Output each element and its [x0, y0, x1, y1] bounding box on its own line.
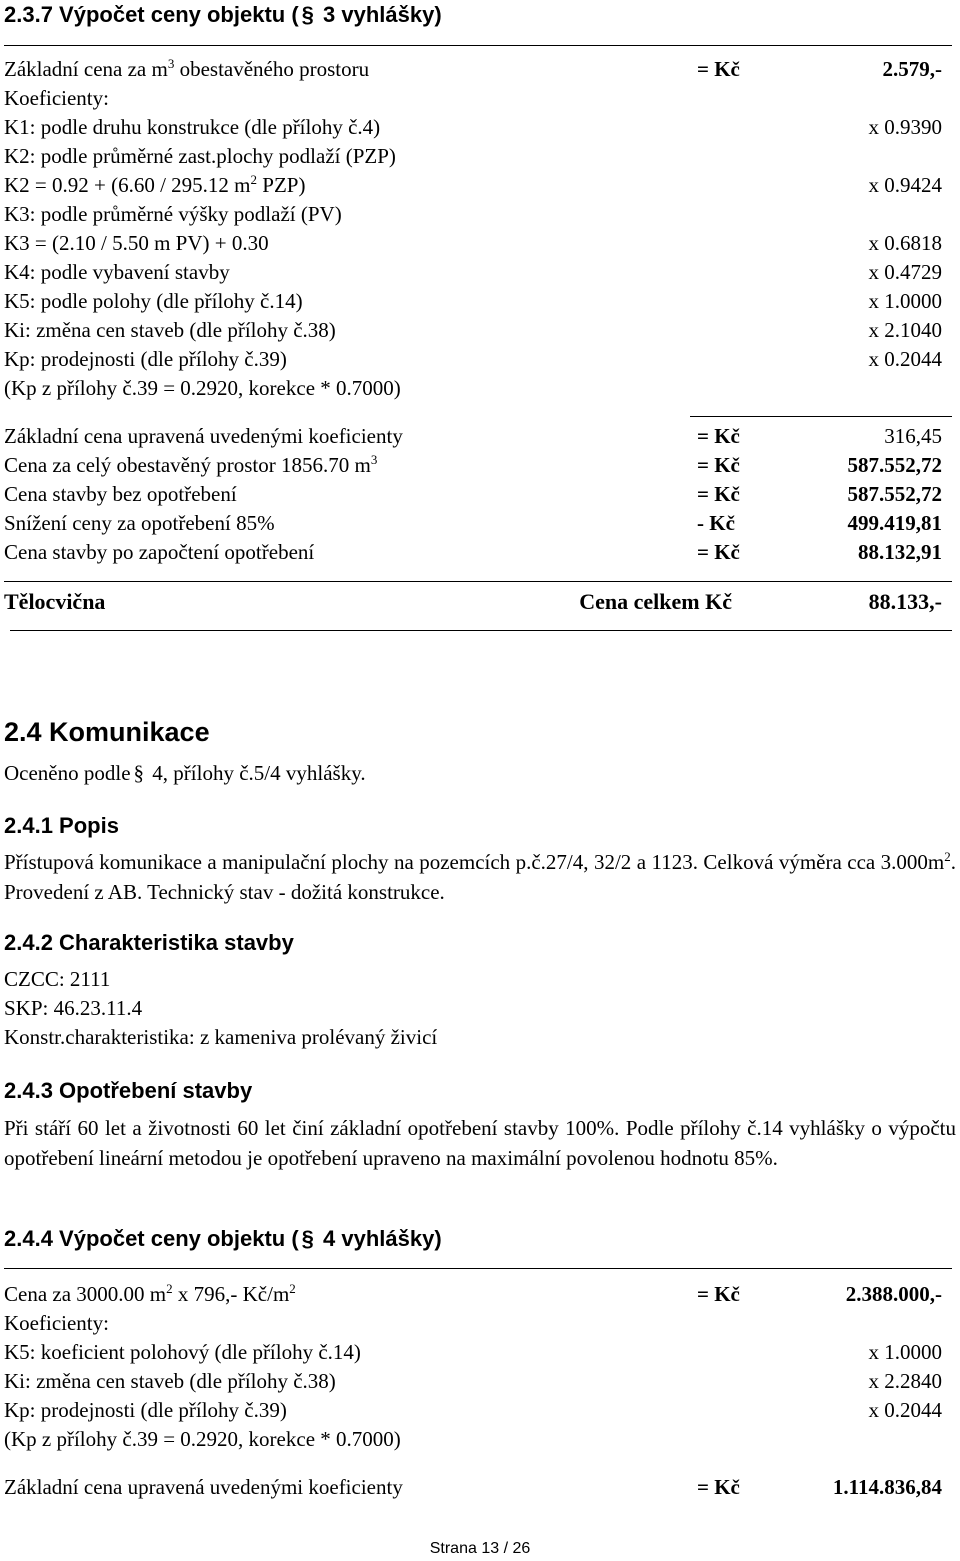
result-row: Cena za celý obestavěný prostor 1856.70 $m^3$ = Kč 587.552,72	[4, 452, 942, 477]
section-2-4-1-title: 2.4.1 Popis	[4, 813, 119, 838]
divider	[10, 630, 952, 631]
result-row: Základní cena upravená uvedenými koeficienty = Kč 1.114.836,84	[4, 1475, 942, 1499]
divider	[690, 416, 952, 417]
coef-row-k2: K2 = 0.92 + (6.60 / 295.12 $m^2$ PZP) x 0.9424	[4, 172, 942, 197]
description-paragraph: Přístupová komunikace a manipulační plochy na pozemcích p.č.27/4, 32/2 a 1123. Celková výměra cca $3.000m^2$. Provedení z AB. Technický stav - dožitá konstrukce.	[4, 849, 956, 904]
base-price-row: Cena za 3000.00 $m^2$ x 796,- $Kč/m^2$ = Kč 2.388.000,-	[4, 1281, 942, 1306]
base-price-row: Základní cena za $m^3$ obestavěného prostoru = Kč 2.579,-	[4, 56, 942, 81]
section-2-4-title: 2.4 Komunikace	[4, 717, 210, 747]
section-sign-icon: §	[133, 761, 145, 785]
result-row: Snížení ceny za opotřebení 85% - Kč 499.419,81	[4, 511, 942, 535]
coef-k2-label: K2: podle průměrné zast.plochy podlaží (PZP)	[4, 144, 396, 168]
coef-heading: Koeficienty:	[4, 1311, 109, 1335]
czcc-line: CZCC: 2111	[4, 967, 111, 991]
coef-row-k5: K5: koeficient polohový (dle přílohy č.14) x 1.0000	[4, 1340, 942, 1364]
divider	[4, 581, 952, 582]
result-row: Základní cena upravená uvedenými koeficienty = Kč 316,45	[4, 424, 942, 448]
coef-row-k5: K5: podle polohy (dle přílohy č.14) x 1.0000	[4, 289, 942, 313]
section-2-4-2-title: 2.4.2 Charakteristika stavby	[4, 930, 294, 955]
coef-row-ki: Ki: změna cen staveb (dle přílohy č.38) x 2.2840	[4, 1369, 942, 1393]
coef-row-k1: K1: podle druhu konstrukce (dle přílohy č.4) x 0.9390	[4, 115, 942, 139]
construction-line: Konstr.charakteristika: z kameniva prolévaný živicí	[4, 1025, 438, 1049]
result-row: Cena stavby bez opotřebení = Kč 587.552,72	[4, 482, 942, 506]
section-sign-icon: §	[301, 2, 314, 27]
divider	[4, 45, 952, 46]
section-2-3-7-title: 2.3.7 Výpočet ceny objektu ( § 3 vyhlášky)	[4, 2, 442, 27]
section-2-4-3-title: 2.4.3 Opotřebení stavby	[4, 1078, 253, 1103]
result-row: Cena stavby po započtení opotřebení = Kč 88.132,91	[4, 540, 942, 564]
skp-line: SKP: 46.23.11.4	[4, 996, 143, 1020]
coef-row-ki: Ki: změna cen staveb (dle přílohy č.38) x 2.1040	[4, 318, 942, 342]
coef-row-kp: Kp: prodejnosti (dle přílohy č.39) x 0.2044	[4, 1398, 942, 1422]
section-sign-icon: §	[301, 1226, 314, 1251]
kp-note: (Kp z přílohy č.39 = 0.2920, korekce * 0.7000)	[4, 376, 401, 400]
coef-row-kp: Kp: prodejnosti (dle přílohy č.39) x 0.2044	[4, 347, 942, 371]
section-2-4-intro: Oceněno podle § 4, přílohy č.5/4 vyhlášky.	[4, 759, 366, 788]
page-footer: Strana 13 / 26	[429, 1540, 531, 1557]
coef-heading: Koeficienty:	[4, 86, 109, 110]
total-row: Tělocvična Cena celkem Kč 88.133,-	[4, 589, 942, 614]
divider	[4, 1268, 952, 1269]
section-2-4-4-title: 2.4.4 Výpočet ceny objektu ( § 4 vyhlášky)	[4, 1226, 442, 1251]
kp-note: (Kp z přílohy č.39 = 0.2920, korekce * 0.7000)	[4, 1427, 401, 1451]
coef-k3-label: K3: podle průměrné výšky podlaží (PV)	[4, 202, 342, 226]
coef-row-k3: K3 = (2.10 / 5.50 m PV) + 0.30 x 0.6818	[4, 231, 942, 255]
wear-paragraph: Při stáří 60 let a životnosti 60 let činí základní opotřebení stavby 100%. Podle přílohy č.14 vyhlášky o výpočtu opotřebení lineární metodou je opotřebení upraveno na maximální povolenou hodnotu 85%.	[4, 1116, 956, 1170]
coef-row-k4: K4: podle vybavení stavby x 0.4729	[4, 260, 942, 284]
